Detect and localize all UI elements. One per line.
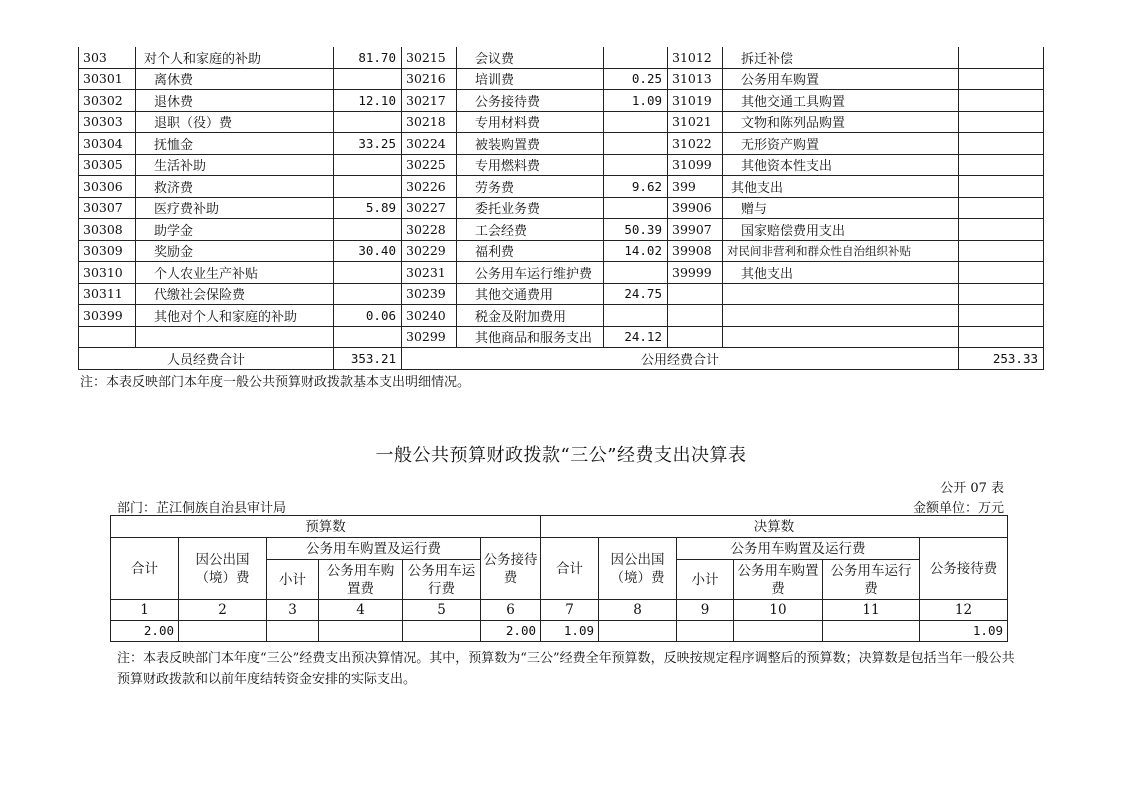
item-name-2: 其他交通费用	[457, 283, 604, 305]
budget-car-purchase-header: 公务用车购置费	[319, 560, 403, 600]
column-number: 12	[920, 600, 1008, 621]
personnel-total-label: 人员经费合计	[79, 348, 334, 370]
amount-cell: 1.09	[920, 621, 1008, 642]
item-name-3: 无形资产购置	[723, 133, 959, 155]
code-2: 30240	[402, 305, 457, 327]
code-2: 30218	[402, 111, 457, 133]
item-name-3: 对民间非营利和群众性自治组织补贴	[723, 240, 959, 262]
table-row	[79, 219, 1044, 241]
amount-3	[959, 305, 1044, 327]
table-row	[79, 111, 1044, 133]
item-name-2: 专用材料费	[457, 111, 604, 133]
item-name-1: 医疗费补助	[136, 197, 334, 219]
table-row	[79, 90, 1044, 112]
item-name-3: 公务用车购置	[723, 68, 959, 90]
item-name-3	[723, 326, 959, 348]
final-subtotal-header: 小计	[677, 560, 734, 600]
amount-1: 33.25	[334, 133, 402, 155]
item-name-1	[136, 326, 334, 348]
final-total-header: 合计	[541, 538, 599, 600]
code-3: 39906	[668, 197, 723, 219]
amount-3	[959, 240, 1044, 262]
amount-3	[959, 154, 1044, 176]
note-basic-expenditure: 注：本表反映部门本年度一般公共预算财政拨款基本支出明细情况。	[80, 375, 471, 390]
item-name-3	[723, 305, 959, 327]
code-2: 30215	[402, 47, 457, 68]
code-1: 30310	[79, 262, 136, 284]
code-3	[668, 283, 723, 305]
amount-1: 12.10	[334, 90, 402, 112]
column-number: 5	[403, 600, 481, 621]
basic-expenditure-body	[79, 47, 1044, 348]
column-number: 4	[319, 600, 403, 621]
code-1: 30303	[79, 111, 136, 133]
item-name-2: 被装购置费	[457, 133, 604, 155]
table-row	[79, 68, 1044, 90]
item-name-1: 其他对个人和家庭的补助	[136, 305, 334, 327]
amount-3	[959, 176, 1044, 198]
item-name-3: 赠与	[723, 197, 959, 219]
item-name-1: 救济费	[136, 176, 334, 198]
amount-3	[959, 326, 1044, 348]
code-2: 30229	[402, 240, 457, 262]
table-row	[79, 326, 1044, 348]
amount-2: 14.02	[604, 240, 668, 262]
code-1: 30308	[79, 219, 136, 241]
code-2: 30239	[402, 283, 457, 305]
amount-2	[604, 47, 668, 68]
form-code: 公开 07 表	[940, 481, 1004, 496]
item-name-1: 对个人和家庭的补助	[136, 47, 334, 68]
budget-reception-header: 公务接待费	[481, 538, 541, 600]
code-1: 30304	[79, 133, 136, 155]
three-public-title: 一般公共预算财政拨款“三公”经费支出决算表	[375, 445, 747, 466]
final-car-purchase-header: 公务用车购置费	[734, 560, 823, 600]
code-1: 30399	[79, 305, 136, 327]
public-total-value: 253.33	[959, 348, 1044, 370]
item-name-3: 国家赔偿费用支出	[723, 219, 959, 241]
amount-1	[334, 219, 402, 241]
final-reception-header: 公务接待费	[920, 538, 1008, 600]
amount-3	[959, 262, 1044, 284]
amount-1: 81.70	[334, 47, 402, 68]
column-number-row	[111, 600, 1008, 621]
item-name-3: 其他支出	[723, 176, 959, 198]
item-name-2: 税金及附加费用	[457, 305, 604, 327]
amount-1	[334, 111, 402, 133]
code-3: 39908	[668, 240, 723, 262]
amount-2	[604, 111, 668, 133]
amount-3	[959, 47, 1044, 68]
table-row	[79, 240, 1044, 262]
column-number: 3	[267, 600, 319, 621]
item-name-2: 其他商品和服务支出	[457, 326, 604, 348]
amount-cell	[823, 621, 920, 642]
amount-cell	[179, 621, 267, 642]
header-row-2	[111, 538, 1008, 560]
amount-1	[334, 326, 402, 348]
amount-1	[334, 68, 402, 90]
amount-2	[604, 305, 668, 327]
column-number: 7	[541, 600, 599, 621]
item-name-2: 劳务费	[457, 176, 604, 198]
budget-car-operation-header: 公务用车运行费	[403, 560, 481, 600]
code-2: 30227	[402, 197, 457, 219]
amount-3	[959, 283, 1044, 305]
item-name-1: 抚恤金	[136, 133, 334, 155]
personnel-total-value: 353.21	[334, 348, 402, 370]
value-row	[111, 621, 1008, 642]
code-2: 30217	[402, 90, 457, 112]
amount-1	[334, 154, 402, 176]
amount-2	[604, 262, 668, 284]
item-name-2: 会议费	[457, 47, 604, 68]
item-name-1: 助学金	[136, 219, 334, 241]
code-2: 30224	[402, 133, 457, 155]
code-3	[668, 326, 723, 348]
amount-cell	[599, 621, 677, 642]
amount-3	[959, 68, 1044, 90]
column-number: 10	[734, 600, 823, 621]
code-1: 30306	[79, 176, 136, 198]
amount-1: 30.40	[334, 240, 402, 262]
final-car-group-header: 公务用车购置及运行费	[677, 538, 920, 560]
item-name-1: 离休费	[136, 68, 334, 90]
item-name-2: 福利费	[457, 240, 604, 262]
item-name-2: 公务用车运行维护费	[457, 262, 604, 284]
amount-cell: 2.00	[111, 621, 179, 642]
amount-cell	[319, 621, 403, 642]
item-name-3: 文物和陈列品购置	[723, 111, 959, 133]
item-name-2: 委托业务费	[457, 197, 604, 219]
final-car-operation-header: 公务用车运行费	[823, 560, 920, 600]
amount-2: 9.62	[604, 176, 668, 198]
item-name-2: 专用燃料费	[457, 154, 604, 176]
column-number: 8	[599, 600, 677, 621]
public-total-label: 公用经费合计	[402, 348, 959, 370]
item-name-1: 个人农业生产补贴	[136, 262, 334, 284]
item-name-1: 生活补助	[136, 154, 334, 176]
item-name-3: 其他支出	[723, 262, 959, 284]
code-3: 31019	[668, 90, 723, 112]
code-3: 39999	[668, 262, 723, 284]
code-3: 31022	[668, 133, 723, 155]
amount-1	[334, 262, 402, 284]
code-1: 30309	[79, 240, 136, 262]
item-name-2: 公务接待费	[457, 90, 604, 112]
note-three-public: 注：本表反映部门本年度“三公”经费支出预决算情况。其中，预算数为“三公”经费全年预算数，反映按规定程序调整后的预算数；决算数是包括当年一般公共预算财政拨款和以前年度结转资金安排的实际支出。	[117, 651, 1015, 687]
amount-2: 24.75	[604, 283, 668, 305]
amount-2	[604, 197, 668, 219]
code-2: 30231	[402, 262, 457, 284]
column-number: 6	[481, 600, 541, 621]
code-1: 30307	[79, 197, 136, 219]
code-2: 30226	[402, 176, 457, 198]
budget-total-header: 合计	[111, 538, 179, 600]
table-row	[79, 197, 1044, 219]
table-row	[79, 305, 1044, 327]
budget-header: 预算数	[111, 516, 541, 538]
amount-3	[959, 133, 1044, 155]
budget-car-group-header: 公务用车购置及运行费	[267, 538, 481, 560]
amount-cell	[267, 621, 319, 642]
amount-cell	[403, 621, 481, 642]
item-name-1: 代缴社会保险费	[136, 283, 334, 305]
budget-subtotal-header: 小计	[267, 560, 319, 600]
item-name-3: 其他交通工具购置	[723, 90, 959, 112]
code-2: 30228	[402, 219, 457, 241]
table-row	[79, 47, 1044, 68]
amount-3	[959, 111, 1044, 133]
code-3: 31099	[668, 154, 723, 176]
amount-2	[604, 133, 668, 155]
table-row	[79, 262, 1044, 284]
amount-1: 5.89	[334, 197, 402, 219]
three-public-table	[110, 515, 1008, 642]
column-number: 1	[111, 600, 179, 621]
code-1	[79, 326, 136, 348]
code-1: 30301	[79, 68, 136, 90]
amount-2: 0.25	[604, 68, 668, 90]
column-number: 2	[179, 600, 267, 621]
code-3: 31012	[668, 47, 723, 68]
amount-cell: 2.00	[481, 621, 541, 642]
basic-expenditure-table	[78, 47, 1044, 370]
budget-abroad-header: 因公出国（境）费	[179, 538, 267, 600]
item-name-2: 培训费	[457, 68, 604, 90]
amount-2: 50.39	[604, 219, 668, 241]
item-name-1: 奖励金	[136, 240, 334, 262]
table-row	[79, 154, 1044, 176]
table-row	[79, 283, 1044, 305]
amount-1	[334, 283, 402, 305]
final-header: 决算数	[541, 516, 1008, 538]
code-2: 30225	[402, 154, 457, 176]
item-name-3: 拆迁补偿	[723, 47, 959, 68]
code-1: 30311	[79, 283, 136, 305]
amount-1: 0.06	[334, 305, 402, 327]
code-3: 31013	[668, 68, 723, 90]
column-number: 11	[823, 600, 920, 621]
item-name-2: 工会经费	[457, 219, 604, 241]
amount-1	[334, 176, 402, 198]
amount-3	[959, 197, 1044, 219]
amount-2: 1.09	[604, 90, 668, 112]
code-2: 30216	[402, 68, 457, 90]
amount-3	[959, 219, 1044, 241]
table-row	[79, 133, 1044, 155]
column-number: 9	[677, 600, 734, 621]
item-name-3: 其他资本性支出	[723, 154, 959, 176]
code-3: 399	[668, 176, 723, 198]
item-name-3	[723, 283, 959, 305]
table-row	[79, 176, 1044, 198]
code-3	[668, 305, 723, 327]
amount-cell	[734, 621, 823, 642]
item-name-1: 退休费	[136, 90, 334, 112]
code-2: 30299	[402, 326, 457, 348]
totals-row	[79, 348, 1044, 370]
amount-2	[604, 154, 668, 176]
amount-cell: 1.09	[541, 621, 599, 642]
header-row-1	[111, 516, 1008, 538]
amount-2: 24.12	[604, 326, 668, 348]
code-1: 30302	[79, 90, 136, 112]
code-3: 31021	[668, 111, 723, 133]
code-3: 39907	[668, 219, 723, 241]
amount-cell	[677, 621, 734, 642]
department-label: 部门：芷江侗族自治县审计局	[117, 501, 287, 516]
code-1: 30305	[79, 154, 136, 176]
item-name-1: 退职（役）费	[136, 111, 334, 133]
unit-label: 金额单位：万元	[912, 501, 1004, 516]
code-1: 303	[79, 47, 136, 68]
final-abroad-header: 因公出国（境）费	[599, 538, 677, 600]
amount-3	[959, 90, 1044, 112]
